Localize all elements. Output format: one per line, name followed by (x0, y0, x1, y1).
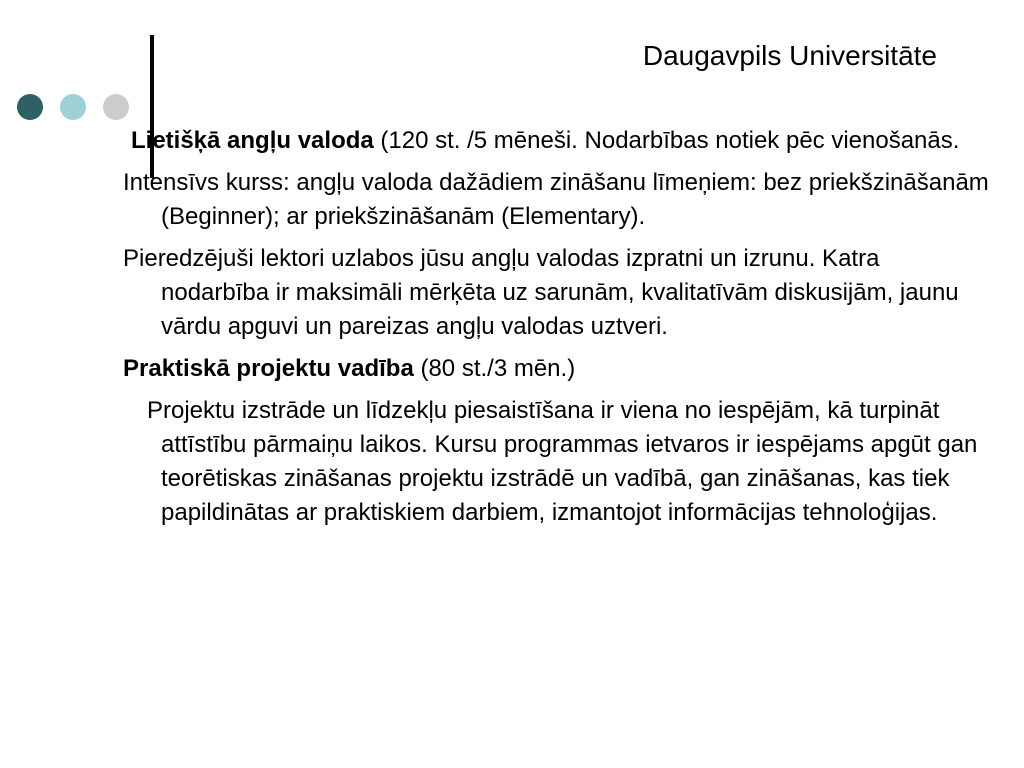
paragraph-heading: Praktiskā projektu vadība (123, 355, 414, 382)
paragraph-project-management (123, 352, 993, 386)
paragraph-experienced-lecturers (123, 242, 993, 344)
paragraph-project-development (123, 394, 993, 530)
paragraph-text: Intensīvs kurss: angļu valoda dažādiem zināšanu līmeņiem: bez priekšzināšanām (Beginner); ar priekšzināšanām (Elementary). (123, 169, 989, 230)
decorative-dot-gray (103, 94, 129, 120)
paragraph-text: (80 st./3 mēn.) (413, 355, 576, 382)
decorative-dot-light-blue (60, 94, 86, 120)
paragraph-text: (120 st. /5 mēneši. Nodarbības notiek pēc vienošanās. (373, 127, 960, 154)
paragraph-heading: Lietišķā angļu valoda (131, 127, 374, 154)
paragraph-applied-english (123, 124, 993, 158)
decorative-dot-dark (17, 94, 43, 120)
paragraph-text: Projektu izstrāde un līdzekļu piesaistīšana ir viena no iespējām, kā turpināt attīstību pārmaiņu laikos. Kursu programmas ietvaros ir iespējams apgūt gan teorētiskas zināšanas projektu izstrādē un vadībā, gan zināšanas, kas tiek papildinātas ar praktiskiem darbiem, izmantojot informācijas tehnoloģijas. (147, 397, 978, 526)
paragraph-intensive-course (123, 166, 993, 234)
slide-body (123, 124, 993, 538)
paragraph-text: Pieredzējuši lektori uzlabos jūsu angļu valodas izpratni un izrunu. Katra nodarbība ir maksimāli mērķēta uz sarunām, kvalitatīvām diskusijām, jaunu vārdu apguvi un pareizas angļu valodas uztveri. (123, 245, 959, 340)
slide-title: Daugavpils Universitāte (642, 40, 937, 71)
